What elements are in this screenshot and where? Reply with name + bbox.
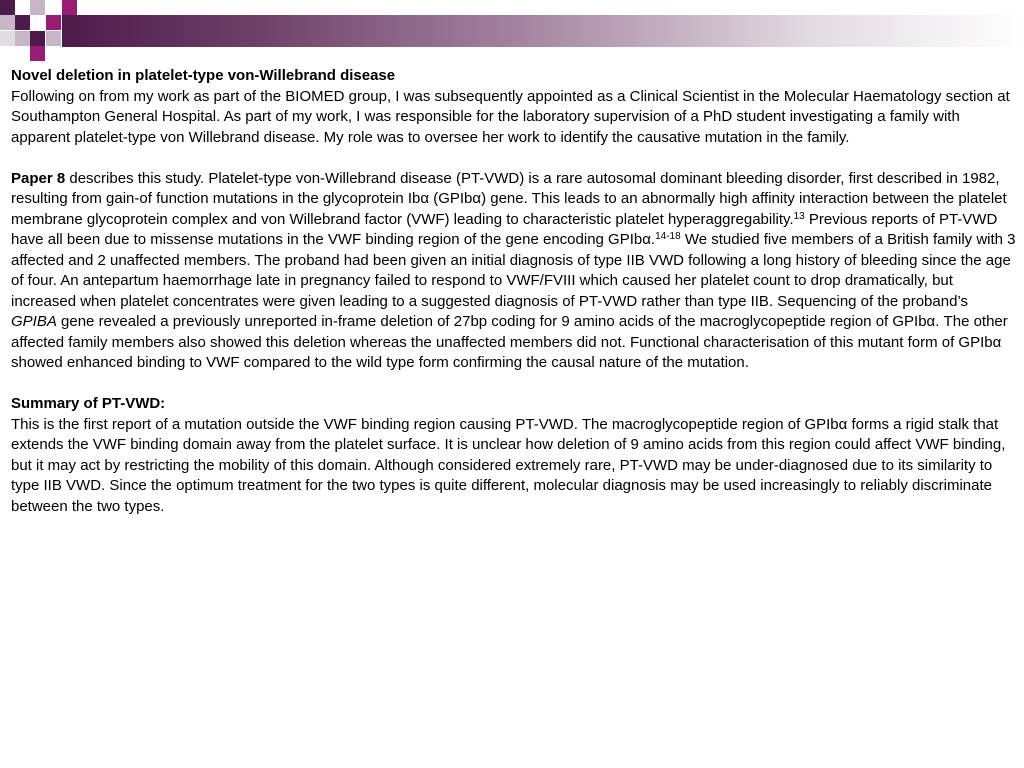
paragraph: Following on from my work as part of the BIOMED group, I was subsequently appointed as a Clinical Scientist in the Molecular Haematology section at Southampton General Hospital. As part of my work, I was responsible for the laboratory supervision of a PhD student investigating a family with apparent platelet-type von Willebrand disease. My role was to oversee her work to identify the causative mutation in the family. (11, 87, 1010, 146)
slide-content (11, 66, 1016, 517)
text-run: We studied five members of a British family with 3 affected and 2 unaffected members. The proband had been given an initial diagnosis of type IIB VWD following a long history of bleeding since the age of four. An antepartum haemorrhage late in pregnancy failed to respond to VWF/FVIII which caused her platelet count to drop dramatically, but increased when platelet concentrates were given leading to a suggested diagnosis of PT-VWD rather than type IIB. Sequencing of the proband’s (11, 231, 1016, 310)
deco-square (30, 0, 45, 15)
deco-square (0, 15, 15, 30)
deco-square (62, 0, 77, 15)
gene-name: GPIBA (11, 313, 57, 330)
deco-square (46, 15, 61, 30)
text-run: Previous reports of PT-VWD have all been due to missense mutations in the VWF binding region of the gene encoding GPIbα. (11, 210, 998, 248)
deco-square (0, 0, 15, 15)
spacer (11, 374, 1016, 395)
reference-superscript: 13 (793, 210, 805, 222)
header-decoration (0, 0, 1024, 62)
deco-square (46, 31, 61, 46)
deco-square (30, 31, 45, 46)
paper-label: Paper 8 (11, 169, 66, 187)
text-run: gene revealed a previously unreported in-frame deletion of 27bp coding for 9 amino acids of the macroglycopeptide region of GPIbα. The other affected family members also showed this deletion whereas the unaffected members did not. Functional characterisation of this mutant form of GPIbα showed enhanced binding to VWF compared to the wild type form confirming the causal nature of the mutation. (11, 313, 1008, 371)
reference-superscript: 14-18 (655, 231, 681, 242)
deco-square (30, 15, 45, 30)
section-heading: Novel deletion in platelet-type von-Willebrand disease (11, 67, 396, 84)
section-heading: Summary of PT-VWD: (11, 395, 166, 412)
paragraph: This is the first report of a mutation outside the VWF binding region causing PT-VWD. The macroglycopeptide region of GPIbα forms a rigid stalk that extends the VWF binding domain away from the platelet surface. It is unclear how deletion of 9 amino acids from this region could affect VWF binding, but it may act by restricting the mobility of this domain. Although considered extremely rare, PT-VWD may be under-diagnosed due to its similarity to type IIB VWD. Since the optimum treatment for the two types is quite different, molecular diagnosis may be used increasingly to reliably discriminate between the two types. (11, 415, 1006, 515)
deco-square (15, 0, 30, 15)
deco-square (0, 31, 15, 46)
paragraph (11, 169, 1016, 374)
deco-square (15, 15, 30, 30)
deco-square (15, 31, 30, 46)
spacer (11, 148, 1016, 169)
header-gradient-bar (62, 15, 1024, 47)
text-run: describes this study. Platelet-type von-Willebrand disease (PT-VWD) is a rare autosomal dominant bleeding disorder, first described in 1982, resulting from gain-of function mutations in the glycoprotein Ibα (GPIbα) gene. This leads to an abnormally high affinity interaction between the platelet membrane glycoprotein complex and von Willebrand factor (VWF) leading to characteristic platelet hyperaggregability. (11, 169, 1007, 228)
deco-square (30, 46, 45, 61)
